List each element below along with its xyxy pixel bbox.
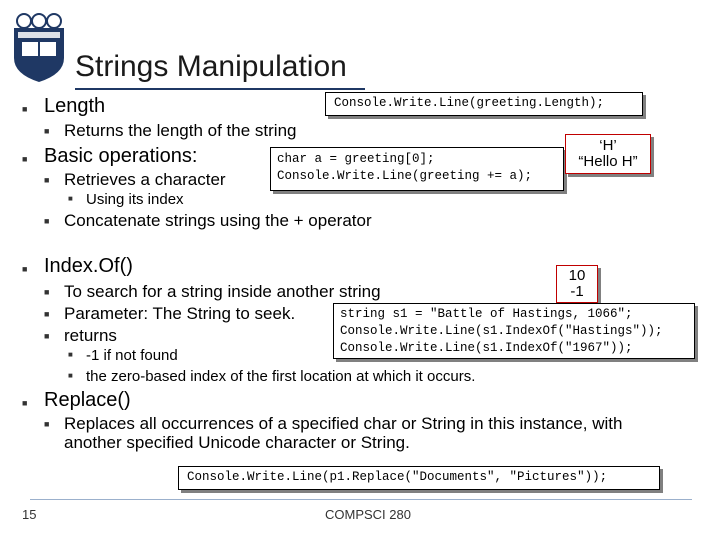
square-bullet-icon: ■	[68, 350, 73, 359]
code-box-length	[325, 92, 643, 116]
slide-title: Strings Manipulation	[75, 50, 347, 83]
code-line: Console.Write.Line(greeting.Length);	[334, 96, 605, 110]
page-number: 15	[22, 507, 37, 522]
square-bullet-icon: ■	[44, 287, 50, 297]
output-line: 10	[568, 267, 586, 284]
code-line: Console.Write.Line(s1.IndexOf("Hastings"));	[340, 324, 663, 338]
bullet-text: Length	[44, 95, 106, 117]
output-box-char	[565, 134, 651, 174]
bullet-text: returns	[64, 326, 117, 345]
square-bullet-icon: ■	[44, 175, 50, 185]
bullet-text: -1 if not found	[86, 347, 178, 364]
square-bullet-icon: ■	[22, 104, 28, 114]
square-bullet-icon: ■	[44, 331, 50, 341]
square-bullet-icon: ■	[44, 216, 50, 226]
code-box-char	[270, 147, 564, 191]
bullet-text: Basic operations:	[44, 145, 198, 167]
square-bullet-icon: ■	[44, 309, 50, 319]
title-underline	[75, 88, 365, 90]
bullet-text: Parameter: The String to seek.	[64, 304, 296, 323]
bullet-text: Index.Of()	[44, 255, 133, 277]
bullet-text: Retrieves a character	[64, 170, 226, 189]
code-box-indexof	[333, 303, 695, 359]
bullet-text: Replaces all occurrences of a specified char or String in this instance, with another specified Unicode character or String.	[64, 414, 623, 452]
code-line: Console.Write.Line(p1.Replace("Documents", "Pictures"));	[187, 470, 608, 484]
bullet-text: To search for a string inside another string	[64, 282, 381, 301]
bullet-text: Returns the length of the string	[64, 121, 297, 140]
square-bullet-icon: ■	[22, 264, 28, 274]
square-bullet-icon: ■	[22, 154, 28, 164]
bullet-text: Replace()	[44, 389, 131, 411]
code-line: char a = greeting[0];	[277, 152, 435, 166]
bullet-text: Using its index	[86, 191, 184, 208]
output-line: -1	[570, 283, 584, 300]
footer-text: COMPSCI 280	[325, 507, 411, 522]
bullet-text: the zero-based index of the first location at which it occurs.	[86, 368, 476, 385]
code-line: string s1 = "Battle of Hastings, 1066";	[340, 307, 633, 321]
code-line: Console.Write.Line(s1.IndexOf("1967"));	[340, 341, 633, 355]
output-line: ‘H’	[599, 137, 617, 154]
university-crest-logo	[10, 12, 68, 86]
bullet-text: Concatenate strings using the + operator	[64, 211, 372, 230]
footer-divider	[30, 499, 692, 500]
square-bullet-icon: ■	[68, 371, 73, 380]
output-box-indexof	[556, 265, 598, 303]
square-bullet-icon: ■	[22, 398, 28, 408]
square-bullet-icon: ■	[68, 194, 73, 203]
square-bullet-icon: ■	[44, 419, 50, 429]
code-line: Console.Write.Line(greeting += a);	[277, 169, 533, 183]
output-line: “Hello H”	[578, 153, 638, 170]
square-bullet-icon: ■	[44, 126, 50, 136]
code-box-replace	[178, 466, 660, 490]
